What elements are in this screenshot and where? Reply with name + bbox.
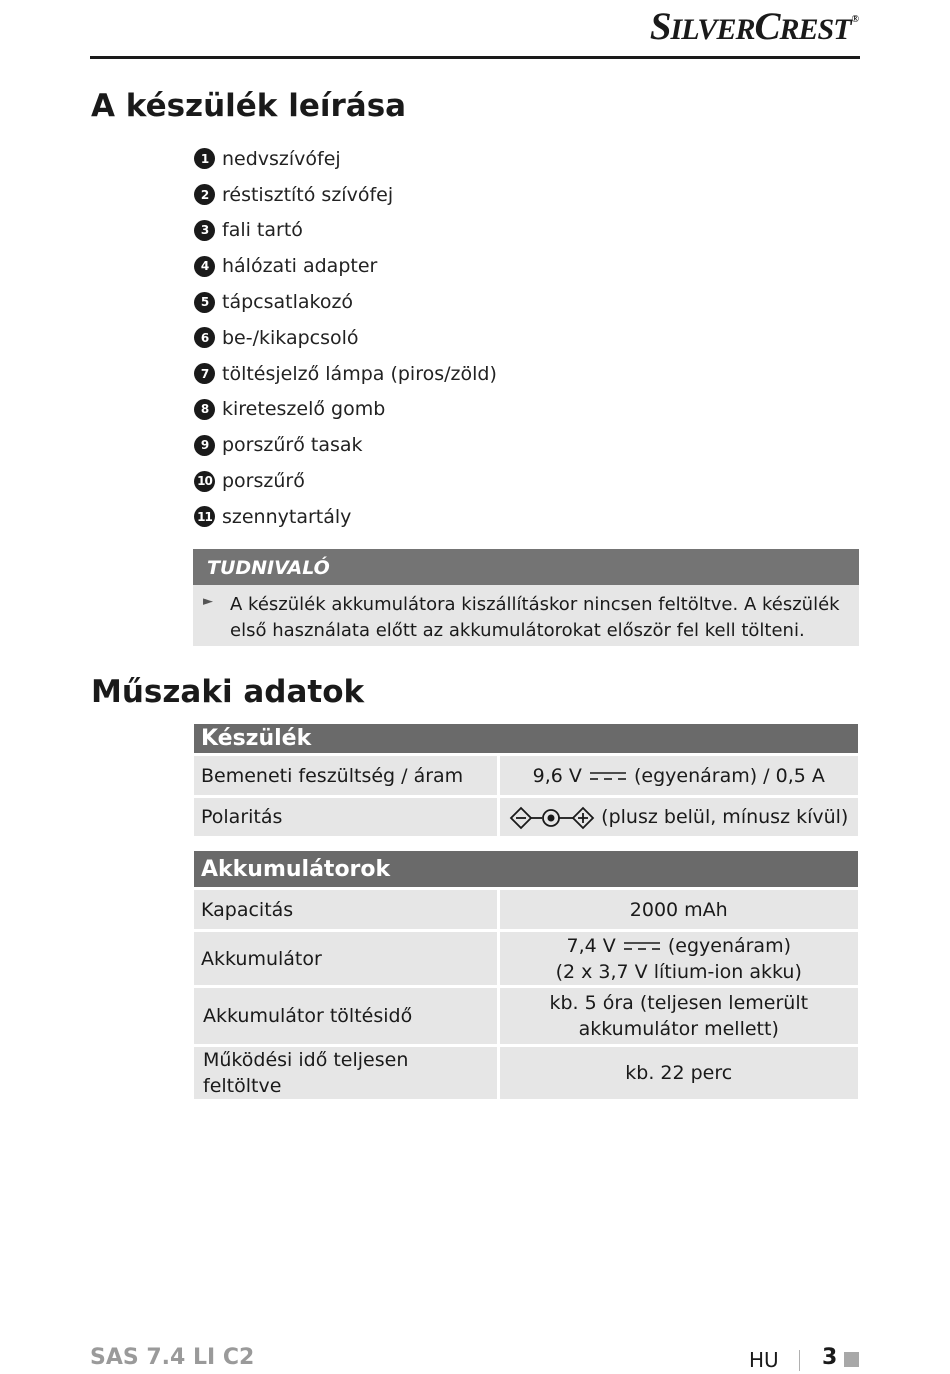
dc-symbol-icon [588,769,628,783]
table-row [194,889,858,931]
table-row [194,797,858,838]
spec-value: kb. 22 perc [498,1046,858,1101]
table-row [194,931,858,987]
part-label: nedvszívófej [222,147,341,170]
section-title-description: A készülék leírása [91,88,407,124]
part-label: porszűrő [222,470,305,493]
section-title-technical: Műszaki adatok [91,674,365,710]
header-rule [90,56,860,59]
part-number-badge: 2 [194,184,215,205]
spec-value-text: (2 x 3,7 V lítium-ion akku) [555,960,802,983]
spec-value: kb. 5 óra (teljesen lemerült akkumulátor mellett) [498,987,858,1046]
part-number-badge: 5 [194,292,215,313]
list-item [194,356,497,392]
notice-body [193,585,859,646]
part-label: szennytartály [222,505,352,528]
part-number-badge: 8 [194,399,215,420]
list-item [194,392,497,428]
notice-box [193,549,859,646]
spec-key: Kapacitás [194,889,498,931]
registered-mark: ® [851,14,858,25]
part-number-badge: 7 [194,363,215,384]
spec-value-voltage: 9,6 V [532,764,582,787]
spec-value-text: (egyenáram) [667,934,792,957]
part-label: kireteszelő gomb [222,398,386,421]
list-item [194,141,497,177]
part-number-badge: 10 [194,471,215,492]
list-item [194,177,497,213]
battery-spec-table [194,851,858,1102]
part-label: porszűrő tasak [222,434,363,457]
list-item [194,499,497,535]
list-item [194,463,497,499]
spec-value-text: (egyenáram) / 0,5 A [633,764,825,787]
parts-list [194,141,497,535]
bullet-arrow-icon: ► [203,594,213,609]
list-item [194,213,497,249]
part-number-badge: 6 [194,327,215,348]
spec-value [498,797,858,838]
footer-language: HU [749,1348,779,1372]
footer-divider [799,1350,800,1371]
part-label: töltésjelző lámpa (piros/zöld) [222,362,497,385]
spec-key: Bemeneti feszültség / áram [194,755,498,797]
page-marker-square-icon [844,1352,859,1367]
part-label: réstisztító szívófej [222,183,394,206]
part-number-badge: 9 [194,435,215,456]
notice-heading: TUDNIVALÓ [193,549,859,585]
list-item [194,248,497,284]
footer-model: SAS 7.4 LI C2 [90,1345,255,1370]
table-heading: Készülék [194,724,858,755]
part-label: tápcsatlakozó [222,291,354,314]
page-number: 3 [822,1345,838,1370]
polarity-symbol-icon [509,806,595,830]
table-row [194,1046,858,1101]
part-label: fali tartó [222,219,303,242]
spec-value-voltage: 7,4 V [566,934,616,957]
spec-key: Akkumulátor [194,931,498,987]
spec-value [498,931,858,987]
table-row [194,987,858,1046]
part-number-badge: 3 [194,220,215,241]
notice-text: A készülék akkumulátora kiszállításkor nincsen feltöltve. A készülék első használata előtt az akkumulátorokat először fel kell tölteni. [230,594,840,641]
table-row [194,755,858,797]
part-label: be-/kikapcsoló [222,326,359,349]
spec-key: Polaritás [194,797,498,838]
spec-value [498,755,858,797]
list-item [194,284,497,320]
part-number-badge: 1 [194,148,215,169]
table-heading: Akkumulátorok [194,851,858,889]
list-item [194,320,497,356]
part-number-badge: 4 [194,256,215,277]
spec-key: Akkumulátor töltésidő [194,987,498,1046]
spec-value: 2000 mAh [498,889,858,931]
device-spec-table [194,724,858,839]
dc-symbol-icon [622,939,662,953]
spec-value-text: (plusz belül, mínusz kívül) [601,806,849,828]
part-label: hálózati adapter [222,255,378,278]
brand-logo: SILVERCREST® [649,5,858,48]
spec-key: Működési idő teljesen feltöltve [194,1046,498,1101]
list-item [194,427,497,463]
part-number-badge: 11 [194,506,215,527]
